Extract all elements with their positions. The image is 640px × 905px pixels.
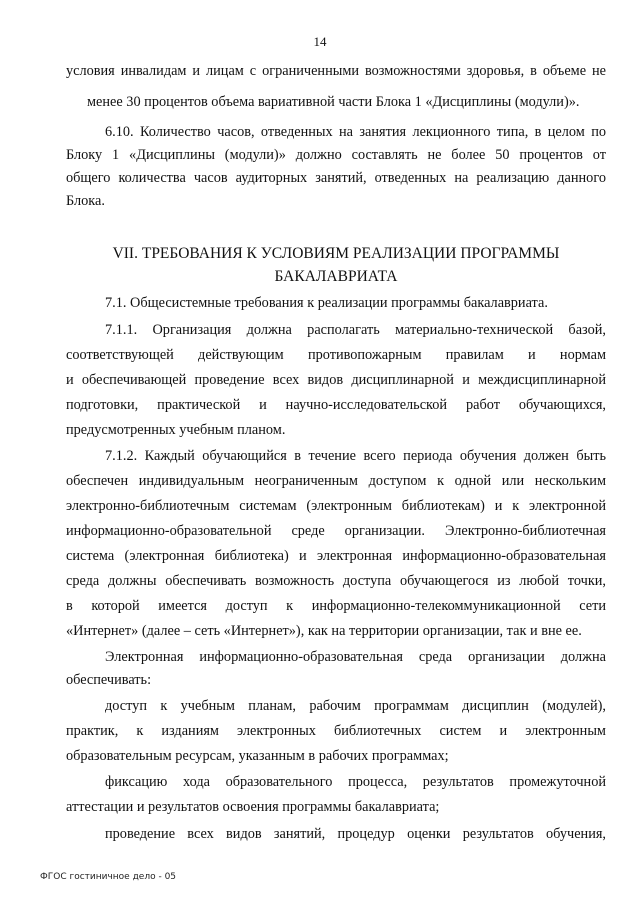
paragraph-line: соответствующей действующим противопожарным правилам и нормам xyxy=(66,347,606,363)
paragraph-line: среда должны обеспечивать возможность доступа обучающегося из любой точки, xyxy=(66,573,606,589)
paragraph-line: 7.1.1. Организация должна располагать материально-технической базой, xyxy=(105,322,606,338)
paragraph-line: предусмотренных учебным планом. xyxy=(66,422,286,438)
paragraph-line: фиксацию хода образовательного процесса, результатов промежуточной xyxy=(105,774,606,790)
paragraph-line: условия инвалидам и лицам с ограниченными возможностями здоровья, в объеме не xyxy=(66,63,606,79)
paragraph-line: система (электронная библиотека) и электронная информационно-образовательная xyxy=(66,548,606,564)
paragraph-line: в которой имеется доступ к информационно-телекоммуникационной сети xyxy=(66,598,606,614)
paragraph-line: образовательным ресурсам, указанным в рабочих программах; xyxy=(66,748,449,764)
footer-label: ФГОС гостиничное дело - 05 xyxy=(40,872,177,882)
paragraph-line: обеспечивать: xyxy=(66,672,152,688)
paragraph-line: доступ к учебным планам, рабочим программам дисциплин (модулей), xyxy=(105,698,606,714)
paragraph-line: Блока. xyxy=(66,193,105,209)
page-number: 14 xyxy=(313,34,327,49)
paragraph-line: проведение всех видов занятий, процедур оценки результатов обучения, xyxy=(105,826,606,842)
paragraph-line: 7.1. Общесистемные требования к реализации программы бакалавриата. xyxy=(105,295,548,311)
paragraph-line: Электронная информационно-образовательная среда организации должна xyxy=(105,649,606,665)
paragraph-line: и обеспечивающей проведение всех видов дисциплинарной и междисциплинарной xyxy=(66,372,606,388)
paragraph-line: практик, к изданиям электронных библиотечных систем и электронным xyxy=(66,723,606,739)
paragraph-line: Блоку 1 «Дисциплины (модули)» должно составлять не более 50 процентов от xyxy=(66,147,606,163)
paragraph-line: электронно-библиотечным системам (электронным библиотекам) и к электронной xyxy=(66,498,606,514)
section-title: VII. ТРЕБОВАНИЯ К УСЛОВИЯМ РЕАЛИЗАЦИИ ПРОГРАММЫ xyxy=(112,245,560,262)
section-title-continued: БАКАЛАВРИАТА xyxy=(274,268,398,285)
paragraph-line: общего количества часов аудиторных занятий, отведенных на реализацию данного xyxy=(66,170,606,186)
paragraph-line: 6.10. Количество часов, отведенных на занятия лекционного типа, в целом по xyxy=(105,124,606,140)
paragraph-line: подготовки, практической и научно-исследовательской работ обучающихся, xyxy=(66,397,606,413)
paragraph-line: информационно-образовательной среде организации. Электронно-библиотечная xyxy=(66,523,606,539)
paragraph-line: менее 30 процентов объема вариативной части Блока 1 «Дисциплины (модули)». xyxy=(87,94,580,110)
paragraph-line: обеспечен индивидуальным неограниченным доступом к одной или нескольким xyxy=(66,473,606,489)
paragraph-line: аттестации и результатов освоения программы бакалавриата; xyxy=(66,799,440,815)
paragraph-line: «Интернет» (далее – сеть «Интернет»), как на территории организации, так и вне ее. xyxy=(66,623,582,639)
paragraph-line: 7.1.2. Каждый обучающийся в течение всего периода обучения должен быть xyxy=(105,448,606,464)
